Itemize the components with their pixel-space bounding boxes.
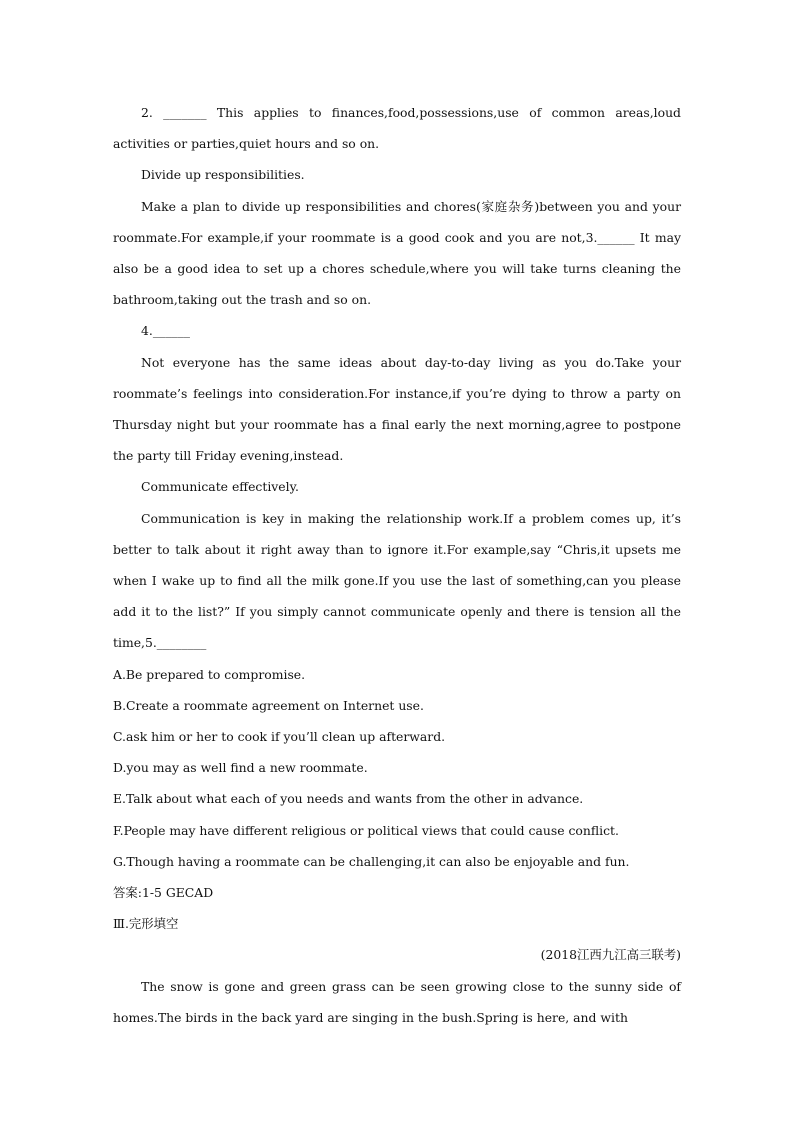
- paragraph-consideration: Not everyone has the same ideas about day-to-day living as you do.Take your roommate’s feelings into consideration.For instance,if you’re dying to throw a party on Thursday night but your roommate has a final early the next morning,agree to postpone the party till Friday evening,instead.: [113, 354, 681, 464]
- option-d: D.you may as well find a new roommate.: [113, 760, 368, 776]
- section-heading: Ⅲ.完形填空: [113, 916, 179, 932]
- option-g: G.Though having a roommate can be challenging,it can also be enjoyable and fun.: [113, 853, 630, 869]
- document-page: [113, 97, 681, 1033]
- subheading-communicate: Communicate effectively.: [141, 479, 299, 495]
- answer-key: 答案:1-5 GECAD: [113, 885, 214, 901]
- option-a: A.Be prepared to compromise.: [113, 666, 306, 682]
- paragraph-question-2: 2. _______ This applies to finances,food,possessions,use of common areas,loud activities or parties,quiet hours and so on.: [113, 105, 681, 152]
- option-e: E.Talk about what each of you needs and wants from the other in advance.: [113, 791, 584, 807]
- option-f: F.People may have different religious or political views that could cause conflict.: [113, 822, 619, 838]
- option-c: C.ask him or her to cook if you’ll clean up afterward.: [113, 729, 446, 745]
- paragraph-question-4: 4.______: [141, 323, 190, 339]
- source-note: (2018江西九江高三联考): [540, 947, 681, 963]
- subheading-divide-responsibilities: Divide up responsibilities.: [141, 167, 305, 183]
- cloze-paragraph: The snow is gone and green grass can be seen growing close to the sunny side of homes.The birds in the back yard are singing in the bush.Spring is here, and with: [113, 978, 681, 1025]
- option-b: B.Create a roommate agreement on Internet use.: [113, 697, 424, 713]
- paragraph-question-3: Make a plan to divide up responsibilities and chores(家庭杂务)between you and your roommate.For example,if your roommate is a good cook and you are not,3.______ It may also be a good idea to set up a chores schedule,where you will take turns cleaning the bathroom,taking out the trash and so on.: [113, 198, 681, 308]
- paragraph-question-5: Communication is key in making the relationship work.If a problem comes up, it’s better to talk about it right away than to ignore it.For example,say “Chris,it upsets me when I wake up to find all the milk gone.If you use the last of something,can you please add it to the list?” If you simply cannot communicate openly and there is tension all the time,5.________: [113, 510, 681, 651]
